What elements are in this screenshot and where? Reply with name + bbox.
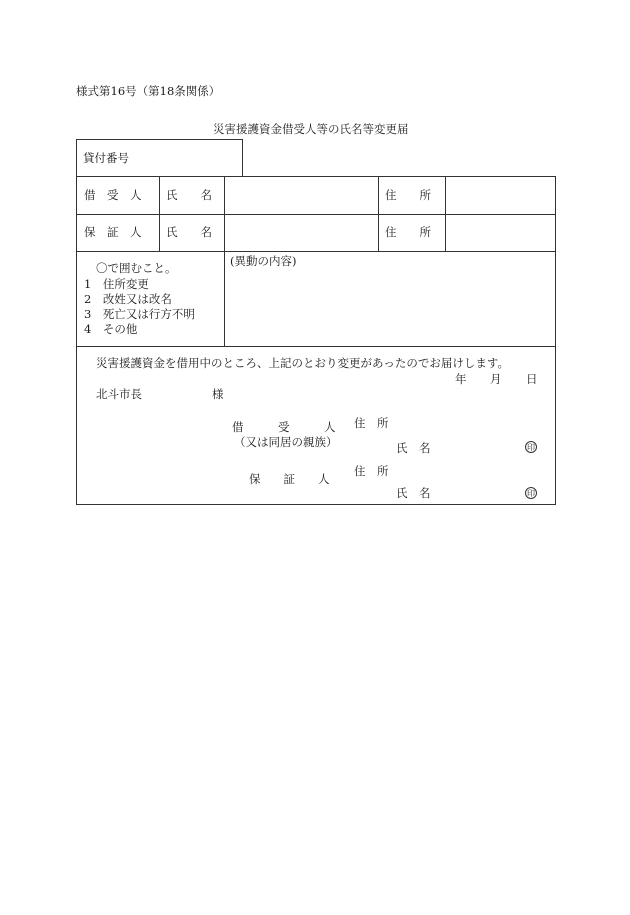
main-table bbox=[76, 176, 556, 505]
date-day: 日 bbox=[526, 372, 538, 386]
row-divider bbox=[76, 214, 556, 215]
form-number: 様式第16号（第18条関係） bbox=[76, 84, 221, 98]
column-divider bbox=[378, 176, 379, 251]
row-divider bbox=[76, 251, 556, 252]
loan-number-label: 貸付番号 bbox=[83, 151, 129, 165]
column-divider bbox=[224, 176, 225, 346]
borrower-name-label: 氏 名 bbox=[166, 188, 212, 202]
signer-guarantor-name-label: 氏 名 bbox=[396, 486, 431, 500]
column-divider bbox=[445, 176, 446, 251]
change-item: 2 改姓又は改名 bbox=[84, 292, 172, 306]
borrower-address-label: 住 所 bbox=[385, 188, 431, 202]
signer-borrower-address-label: 住 所 bbox=[354, 416, 389, 430]
seal-mark: 印 bbox=[527, 443, 535, 452]
signer-borrower-name-label: 氏 名 bbox=[396, 441, 431, 455]
addressee-honorific: 様 bbox=[212, 387, 224, 401]
guarantor-name-label: 氏 名 bbox=[166, 225, 212, 239]
loan-number-box bbox=[76, 139, 243, 177]
borrower-role-label: 借 受 人 bbox=[84, 188, 142, 202]
form-title: 災害援護資金借受人等の氏名等変更届 bbox=[213, 122, 409, 136]
signer-guarantor-role: 保 証 人 bbox=[249, 472, 330, 486]
signer-guarantor-address-label: 住 所 bbox=[354, 464, 389, 478]
guarantor-address-label: 住 所 bbox=[385, 225, 431, 239]
addressee-name: 北斗市長 bbox=[96, 387, 142, 401]
change-instructions: 〇で囲むこと。 bbox=[96, 261, 177, 275]
seal-mark: 印 bbox=[527, 489, 535, 498]
change-item: 4 その他 bbox=[84, 322, 138, 336]
signer-borrower-note: （又は同居の親族） bbox=[234, 435, 338, 449]
date-year: 年 bbox=[455, 372, 467, 386]
signer-borrower-role: 借 受 人 bbox=[232, 420, 336, 434]
column-divider bbox=[159, 176, 160, 251]
change-detail-label: (異動の内容) bbox=[230, 254, 297, 268]
row-divider bbox=[76, 346, 556, 347]
change-item: 1 住所変更 bbox=[84, 277, 149, 291]
declaration-text: 災害援護資金を借用中のところ、上記のとおり変更があったのでお届けします。 bbox=[96, 356, 509, 370]
date-month: 月 bbox=[490, 372, 502, 386]
guarantor-role-label: 保 証 人 bbox=[84, 225, 142, 239]
change-item: 3 死亡又は行方不明 bbox=[84, 307, 195, 321]
